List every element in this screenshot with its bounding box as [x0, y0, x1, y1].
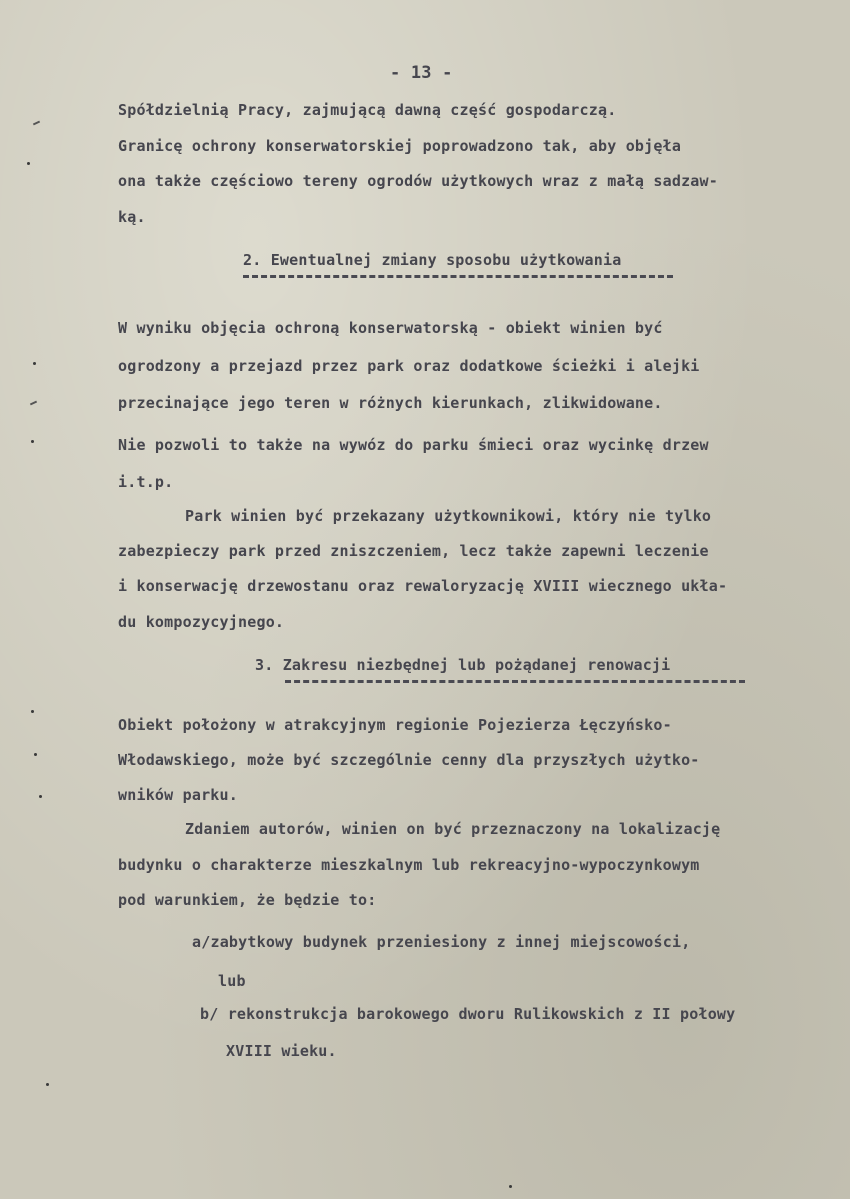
text-line: zabezpieczy park przed zniszczeniem, lecz także zapewni leczenie — [118, 542, 709, 560]
text-line: W wyniku objęcia ochroną konserwatorską - obiekt winien być — [118, 319, 663, 337]
text-line: wników parku. — [118, 786, 238, 804]
text-line: pod warunkiem, że będzie to: — [118, 891, 377, 909]
list-item: XVIII wieku. — [226, 1042, 337, 1060]
margin-speck — [27, 162, 30, 165]
list-item: lub — [218, 972, 246, 990]
text-line: i konserwację drzewostanu oraz rewaloryzację XVIII wiecznego ukła- — [118, 577, 728, 595]
text-line: przecinające jego teren w różnych kierunkach, zlikwidowane. — [118, 394, 663, 412]
margin-speck — [46, 1083, 49, 1086]
margin-speck — [509, 1185, 512, 1188]
margin-speck — [33, 362, 36, 365]
heading-underline — [285, 680, 745, 683]
page-number: - 13 - — [390, 63, 453, 83]
text-line: i.t.p. — [118, 473, 174, 491]
text-line: Nie pozwoli to także na wywóz do parku śmieci oraz wycinkę drzew — [118, 436, 709, 454]
section-2-heading: 2. Ewentualnej zmiany sposobu użytkowania — [243, 251, 622, 269]
margin-speck — [34, 753, 37, 756]
text-line: Obiekt położony w atrakcyjnym regionie Pojezierza Łęczyńsko- — [118, 716, 672, 734]
text-line: ona także częściowo tereny ogrodów użytkowych wraz z małą sadzaw- — [118, 172, 718, 190]
margin-mark — [33, 121, 40, 126]
text-line: Zdaniem autorów, winien on być przeznaczony na lokalizację — [185, 820, 721, 838]
text-line: budynku o charakterze mieszkalnym lub rekreacyjno-wypoczynkowym — [118, 856, 700, 874]
text-line: Granicę ochrony konserwatorskiej poprowadzono tak, aby objęła — [118, 137, 682, 155]
list-item: b/ rekonstrukcja barokowego dworu Rulikowskich z II połowy — [200, 1005, 736, 1023]
margin-mark — [30, 401, 37, 406]
text-line: ką. — [118, 208, 146, 226]
text-line: Spółdzielnią Pracy, zajmującą dawną część gospodarczą. — [118, 101, 617, 119]
text-line: du kompozycyjnego. — [118, 613, 285, 631]
margin-speck — [31, 440, 34, 443]
margin-speck — [39, 795, 42, 798]
text-line: ogrodzony a przejazd przez park oraz dodatkowe ścieżki i alejki — [118, 357, 700, 375]
text-line: Park winien być przekazany użytkownikowi, który nie tylko — [185, 507, 712, 525]
margin-speck — [31, 710, 34, 713]
list-item: a/zabytkowy budynek przeniesiony z innej miejscowości, — [192, 933, 691, 951]
section-3-heading: 3. Zakresu niezbędnej lub pożądanej renowacji — [255, 656, 671, 674]
text-line: Włodawskiego, może być szczególnie cenny dla przyszłych użytko- — [118, 751, 700, 769]
heading-underline — [243, 275, 673, 278]
